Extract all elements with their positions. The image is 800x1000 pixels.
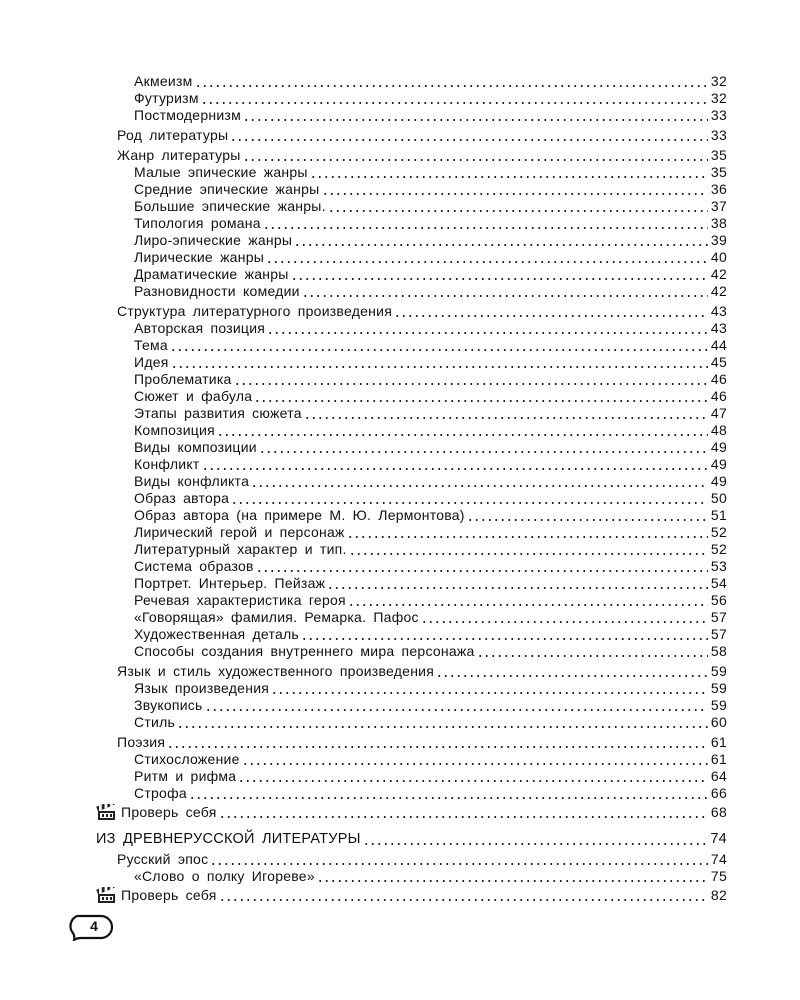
dot-leader bbox=[217, 434, 708, 436]
dot-leader bbox=[201, 102, 708, 104]
toc-entry-page: 49 bbox=[710, 473, 727, 489]
toc-entry-page: 44 bbox=[710, 337, 727, 353]
dot-leader bbox=[421, 621, 708, 623]
toc-entry-page: 49 bbox=[710, 456, 727, 472]
toc-entry-title: Лирический герой и персонаж bbox=[134, 524, 345, 540]
dot-leader bbox=[230, 139, 708, 141]
toc-entry[interactable] bbox=[96, 127, 727, 144]
toc-entry-title: Тема bbox=[134, 337, 168, 353]
dot-leader bbox=[242, 763, 708, 765]
toc-entry[interactable] bbox=[96, 643, 727, 660]
toc-entry-title: Лирические жанры bbox=[134, 249, 265, 265]
toc-entry[interactable] bbox=[96, 592, 727, 609]
toc-entry-title: Язык произведения bbox=[134, 680, 270, 696]
toc-entry[interactable] bbox=[96, 266, 727, 283]
toc-entry-page: 54 bbox=[710, 575, 727, 591]
toc-entry-title: Конфликт bbox=[134, 456, 200, 472]
toc-entry-title: Акмеизм bbox=[134, 73, 193, 89]
dot-leader bbox=[347, 536, 708, 538]
toc-entry[interactable] bbox=[96, 785, 727, 802]
dot-leader bbox=[234, 383, 708, 385]
toc-entry-page: 40 bbox=[710, 249, 727, 265]
toc-entry-title: Речевая характеристика героя bbox=[134, 592, 346, 608]
dot-leader bbox=[167, 746, 708, 748]
toc-entry-title: ИЗ ДРЕВНЕРУССКОЙ ЛИТЕРАТУРЫ bbox=[96, 831, 361, 847]
toc-entry-title: Язык и стиль художественного произведения bbox=[117, 663, 435, 679]
toc-entry-title: Футуризм bbox=[134, 90, 199, 106]
toc-entry-title: Строфа bbox=[134, 785, 187, 801]
dot-leader bbox=[304, 417, 708, 419]
toc-entry[interactable] bbox=[96, 181, 727, 198]
toc-entry-page: 59 bbox=[710, 697, 727, 713]
toc-entry-title: Авторская позиция bbox=[134, 320, 266, 336]
toc-entry[interactable] bbox=[96, 215, 727, 232]
toc-entry[interactable] bbox=[96, 831, 727, 848]
toc-entry-title: Система образов bbox=[134, 558, 254, 574]
toc-entry-title: Типология романа bbox=[134, 215, 261, 231]
toc-entry[interactable] bbox=[96, 663, 727, 680]
toc-entry-title: Виды композиции bbox=[134, 439, 257, 455]
toc-entry-page: 51 bbox=[710, 507, 727, 523]
toc-entry-title: Жанр литературы bbox=[117, 147, 241, 163]
dot-leader bbox=[195, 85, 709, 87]
toc-entry-title: Сюжет и фабула bbox=[134, 388, 253, 404]
toc-entry-title: Проверь себя bbox=[121, 887, 217, 903]
toc-entry-page: 42 bbox=[710, 266, 727, 282]
toc-entry[interactable] bbox=[96, 456, 727, 473]
dot-leader bbox=[177, 726, 708, 728]
toc-entry-page: 60 bbox=[710, 714, 727, 730]
page-number: 4 bbox=[90, 918, 98, 934]
toc-entry-page: 33 bbox=[710, 107, 727, 123]
toc-entry-title: Стиль bbox=[134, 714, 176, 730]
toc-entry-title: Малые эпические жанры bbox=[134, 164, 308, 180]
toc-entry-page: 43 bbox=[710, 320, 727, 336]
toc-entry-page: 46 bbox=[710, 371, 727, 387]
toc-entry[interactable] bbox=[96, 558, 727, 575]
toc-entry[interactable] bbox=[96, 541, 727, 558]
toc-entry-page: 33 bbox=[710, 127, 727, 143]
toc-entry[interactable] bbox=[96, 626, 727, 643]
toc-entry-page: 37 bbox=[710, 198, 727, 214]
toc-entry[interactable] bbox=[96, 164, 727, 181]
toc-entry[interactable] bbox=[96, 714, 727, 731]
dot-leader bbox=[263, 227, 708, 229]
toc-entry-page: 74 bbox=[710, 831, 727, 847]
toc-entry[interactable] bbox=[96, 575, 727, 592]
toc-entry-title: Способы создания внутреннего мира персонажа bbox=[134, 643, 475, 659]
dot-leader bbox=[254, 400, 708, 402]
toc-entry-page: 82 bbox=[710, 887, 727, 903]
toc-entry[interactable] bbox=[96, 422, 727, 439]
dot-leader bbox=[322, 193, 709, 195]
toc-entry-title: Разновидности комедии bbox=[134, 283, 300, 299]
dot-leader bbox=[301, 638, 708, 640]
dot-leader bbox=[231, 502, 708, 504]
toc-entry-title: Образ автора (на примере М. Ю. Лермонтова) bbox=[134, 507, 465, 523]
dot-leader bbox=[349, 553, 708, 555]
toc-entry-title: Русский эпос bbox=[117, 851, 209, 867]
dot-leader bbox=[327, 587, 708, 589]
toc-entry[interactable] bbox=[96, 388, 727, 405]
dot-leader bbox=[251, 485, 708, 487]
toc-entry[interactable] bbox=[96, 371, 727, 388]
dot-leader bbox=[259, 451, 708, 453]
toc-entry-page: 42 bbox=[710, 283, 727, 299]
toc-entry-title: Род литературы bbox=[117, 127, 229, 143]
toc-entry[interactable] bbox=[96, 751, 727, 768]
page-number-badge bbox=[68, 913, 114, 941]
toc-entry[interactable] bbox=[96, 868, 727, 885]
dot-leader bbox=[210, 863, 708, 865]
toc-entry[interactable] bbox=[96, 107, 727, 124]
toc-entry-page: 32 bbox=[710, 90, 727, 106]
dot-leader bbox=[170, 349, 708, 351]
toc-entry-page: 56 bbox=[710, 592, 727, 608]
dot-leader bbox=[205, 709, 708, 711]
toc-entry-title: Композиция bbox=[134, 422, 215, 438]
dot-leader bbox=[310, 176, 708, 178]
toc-entry[interactable] bbox=[96, 283, 727, 300]
toc-entry-title: «Говорящая» фамилия. Ремарка. Пафос bbox=[134, 609, 419, 625]
dot-leader bbox=[294, 244, 708, 246]
toc-entry-title: Идея bbox=[134, 354, 169, 370]
dot-leader bbox=[394, 315, 708, 317]
toc-entry[interactable] bbox=[96, 405, 727, 422]
toc-entry[interactable] bbox=[96, 249, 727, 266]
toc-entry-page: 43 bbox=[710, 303, 727, 319]
table-of-contents bbox=[96, 73, 727, 903]
toc-entry-page: 64 bbox=[710, 768, 727, 784]
toc-entry-page: 59 bbox=[710, 663, 727, 679]
dot-leader bbox=[271, 692, 708, 694]
toc-entry-title: Художественная деталь bbox=[134, 626, 299, 642]
dot-leader bbox=[219, 816, 708, 818]
toc-entry-page: 57 bbox=[710, 626, 727, 642]
toc-entry-title: Лиро-эпические жанры bbox=[134, 232, 293, 248]
dot-leader bbox=[477, 655, 708, 657]
toc-entry-title: Проблематика bbox=[134, 371, 232, 387]
toc-entry-page: 75 bbox=[710, 868, 727, 884]
toc-entry[interactable] bbox=[96, 320, 727, 337]
toc-entry-page: 32 bbox=[710, 73, 727, 89]
dot-leader bbox=[219, 899, 708, 901]
toc-entry[interactable] bbox=[96, 490, 727, 507]
dot-leader bbox=[348, 604, 708, 606]
toc-entry[interactable] bbox=[96, 697, 727, 714]
toc-entry-page: 46 bbox=[710, 388, 727, 404]
toc-entry-title: Портрет. Интерьер. Пейзаж bbox=[134, 575, 326, 591]
clapperboard-icon bbox=[96, 887, 118, 904]
toc-entry-page: 57 bbox=[710, 609, 727, 625]
toc-entry[interactable] bbox=[96, 887, 727, 904]
dot-leader bbox=[291, 278, 708, 280]
dot-leader bbox=[267, 332, 708, 334]
toc-entry[interactable] bbox=[96, 524, 727, 541]
toc-entry-page: 52 bbox=[710, 541, 727, 557]
toc-entry[interactable] bbox=[96, 609, 727, 626]
toc-entry-title: Постмодернизм bbox=[134, 107, 241, 123]
toc-entry-page: 58 bbox=[710, 643, 727, 659]
toc-entry-page: 52 bbox=[710, 524, 727, 540]
toc-entry-title: Драматические жанры bbox=[134, 266, 289, 282]
toc-entry-page: 35 bbox=[710, 164, 727, 180]
toc-entry[interactable] bbox=[96, 354, 727, 371]
toc-entry-title: Поэзия bbox=[117, 734, 166, 750]
dot-leader bbox=[266, 261, 708, 263]
dot-leader bbox=[363, 843, 708, 845]
toc-entry[interactable] bbox=[96, 439, 727, 456]
dot-leader bbox=[243, 119, 708, 121]
toc-entry-page: 74 bbox=[710, 851, 727, 867]
dot-leader bbox=[436, 675, 708, 677]
toc-entry[interactable] bbox=[96, 851, 727, 868]
toc-entry-title: Литературный характер и тип. bbox=[134, 541, 347, 557]
toc-entry-title: Средние эпические жанры bbox=[134, 181, 320, 197]
toc-entry-page: 68 bbox=[710, 804, 727, 820]
toc-entry[interactable] bbox=[96, 734, 727, 751]
toc-entry-page: 66 bbox=[710, 785, 727, 801]
toc-entry-page: 36 bbox=[710, 181, 727, 197]
toc-entry-page: 48 bbox=[710, 422, 727, 438]
toc-entry[interactable] bbox=[96, 473, 727, 490]
dot-leader bbox=[238, 780, 708, 782]
toc-entry-title: Ритм и рифма bbox=[134, 768, 237, 784]
toc-entry-title: Виды конфликта bbox=[134, 473, 250, 489]
toc-entry-page: 61 bbox=[710, 734, 727, 750]
toc-entry-title: Звукопись bbox=[134, 697, 203, 713]
toc-entry-title: Этапы развития сюжета bbox=[134, 405, 302, 421]
toc-entry-title: Большие эпические жанры. bbox=[134, 198, 326, 214]
toc-entry[interactable] bbox=[96, 90, 727, 107]
toc-entry-page: 38 bbox=[710, 215, 727, 231]
dot-leader bbox=[328, 210, 708, 212]
dot-leader bbox=[171, 366, 708, 368]
toc-entry-title: «Слово о полку Игореве» bbox=[134, 868, 315, 884]
dot-leader bbox=[317, 880, 708, 882]
toc-entry[interactable] bbox=[96, 147, 727, 164]
toc-entry-page: 53 bbox=[710, 558, 727, 574]
toc-entry-page: 61 bbox=[710, 751, 727, 767]
dot-leader bbox=[243, 159, 708, 161]
toc-entry-title: Структура литературного произведения bbox=[117, 303, 393, 319]
toc-entry[interactable] bbox=[96, 768, 727, 785]
toc-entry-page: 39 bbox=[710, 232, 727, 248]
toc-entry-title: Проверь себя bbox=[121, 804, 217, 820]
toc-entry-page: 49 bbox=[710, 439, 727, 455]
toc-entry[interactable] bbox=[96, 73, 727, 90]
dot-leader bbox=[467, 519, 708, 521]
toc-entry[interactable] bbox=[96, 198, 727, 215]
dot-leader bbox=[202, 468, 708, 470]
toc-entry[interactable] bbox=[96, 804, 727, 821]
toc-entry[interactable] bbox=[96, 680, 727, 697]
toc-entry-title: Стихосложение bbox=[134, 751, 240, 767]
dot-leader bbox=[256, 570, 708, 572]
toc-entry-title: Образ автора bbox=[134, 490, 230, 506]
toc-entry-page: 50 bbox=[710, 490, 727, 506]
dot-leader bbox=[302, 295, 708, 297]
toc-entry-page: 47 bbox=[710, 405, 727, 421]
toc-entry-page: 45 bbox=[710, 354, 727, 370]
toc-entry[interactable] bbox=[96, 232, 727, 249]
toc-entry[interactable] bbox=[96, 303, 727, 320]
clapperboard-icon bbox=[96, 804, 118, 821]
toc-entry-page: 59 bbox=[710, 680, 727, 696]
toc-entry-page: 35 bbox=[710, 147, 727, 163]
toc-entry[interactable] bbox=[96, 337, 727, 354]
toc-entry[interactable] bbox=[96, 507, 727, 524]
dot-leader bbox=[189, 797, 708, 799]
